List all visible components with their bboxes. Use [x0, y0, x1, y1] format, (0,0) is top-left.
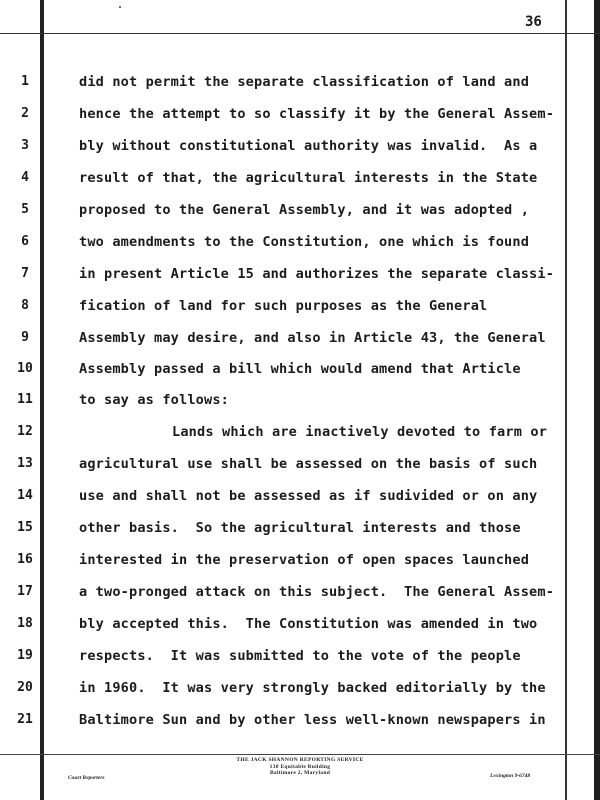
scan-speck [119, 6, 121, 8]
reporting-service-name: THE JACK SHANNON REPORTING SERVICE [236, 757, 364, 763]
header-rule [0, 33, 600, 34]
transcript-line: result of that, the agricultural interests in the State [79, 170, 538, 186]
line-number: 19 [17, 648, 33, 663]
transcript-line: to say as follows: [79, 392, 230, 408]
transcript-line: two amendments to the Constitution, one which is found [79, 234, 530, 250]
transcript-line: Assembly may desire, and also in Article 43, the General [79, 330, 546, 346]
transcript-line: a two-pronged attack on this subject. The General Assem- [79, 584, 555, 600]
transcript-line: use and shall not be assessed as if sudivided or on any [79, 488, 538, 504]
line-number: 17 [17, 584, 33, 599]
transcript-line: respects. It was submitted to the vote of the people [79, 648, 521, 664]
transcript-line: bly without constitutional authority was invalid. As a [79, 138, 538, 154]
transcript-line: other basis. So the agricultural interests and those [79, 520, 521, 536]
page-number: 36 [525, 14, 542, 30]
line-number: 18 [17, 616, 33, 631]
line-number: 4 [21, 170, 29, 185]
transcript-line: Baltimore Sun and by other less well-known newspapers in [79, 712, 546, 728]
transcript-line: Assembly passed a bill which would amend that Article [79, 361, 521, 377]
reporting-service-address-2: Baltimore 2, Maryland [269, 770, 331, 776]
footer-rule [0, 754, 600, 755]
line-number: 1 [21, 74, 29, 89]
transcript-line: agricultural use shall be assessed on the basis of such [79, 456, 538, 472]
transcript-line: did not permit the separate classification of land and [79, 74, 530, 90]
transcript-line: fication of land for such purposes as the General [79, 298, 488, 314]
transcript-line: in 1960. It was very strongly backed editorially by the [79, 680, 546, 696]
transcript-line: interested in the preservation of open spaces launched [79, 552, 530, 568]
right-margin-rule [565, 0, 567, 800]
transcript-line: in present Article 15 and authorizes the separate classi- [79, 266, 555, 282]
line-number: 15 [17, 520, 33, 535]
line-number: 6 [21, 234, 29, 249]
reporting-service-block [200, 757, 400, 777]
transcript-line: bly accepted this. The Constitution was amended in two [79, 616, 538, 632]
transcript-line: proposed to the General Assembly, and it was adopted , [79, 202, 530, 218]
transcript-line: hence the attempt to so classify it by the General Assem- [79, 106, 555, 122]
line-number: 13 [17, 456, 33, 471]
reporting-service-address-1: 130 Equitable Building [269, 763, 331, 770]
line-number: 10 [17, 361, 33, 376]
phone-label: Lexington 9-6748 [490, 773, 531, 779]
line-number: 14 [17, 488, 33, 503]
line-number: 9 [21, 330, 29, 345]
quoted-amendment-line: Lands which are inactively devoted to farm or [172, 424, 548, 440]
line-number: 8 [21, 298, 29, 313]
line-number: 3 [21, 138, 29, 153]
line-number: 7 [21, 266, 29, 281]
line-number: 5 [21, 202, 29, 217]
line-number: 20 [17, 680, 33, 695]
left-margin-rule [40, 0, 44, 800]
line-number: 21 [17, 712, 33, 727]
court-reporters-label: Court Reporters [68, 775, 105, 781]
line-number: 16 [17, 552, 33, 567]
line-number: 2 [21, 106, 29, 121]
line-number: 11 [17, 392, 33, 407]
line-number: 12 [17, 424, 33, 439]
scan-edge-shadow [594, 0, 600, 800]
